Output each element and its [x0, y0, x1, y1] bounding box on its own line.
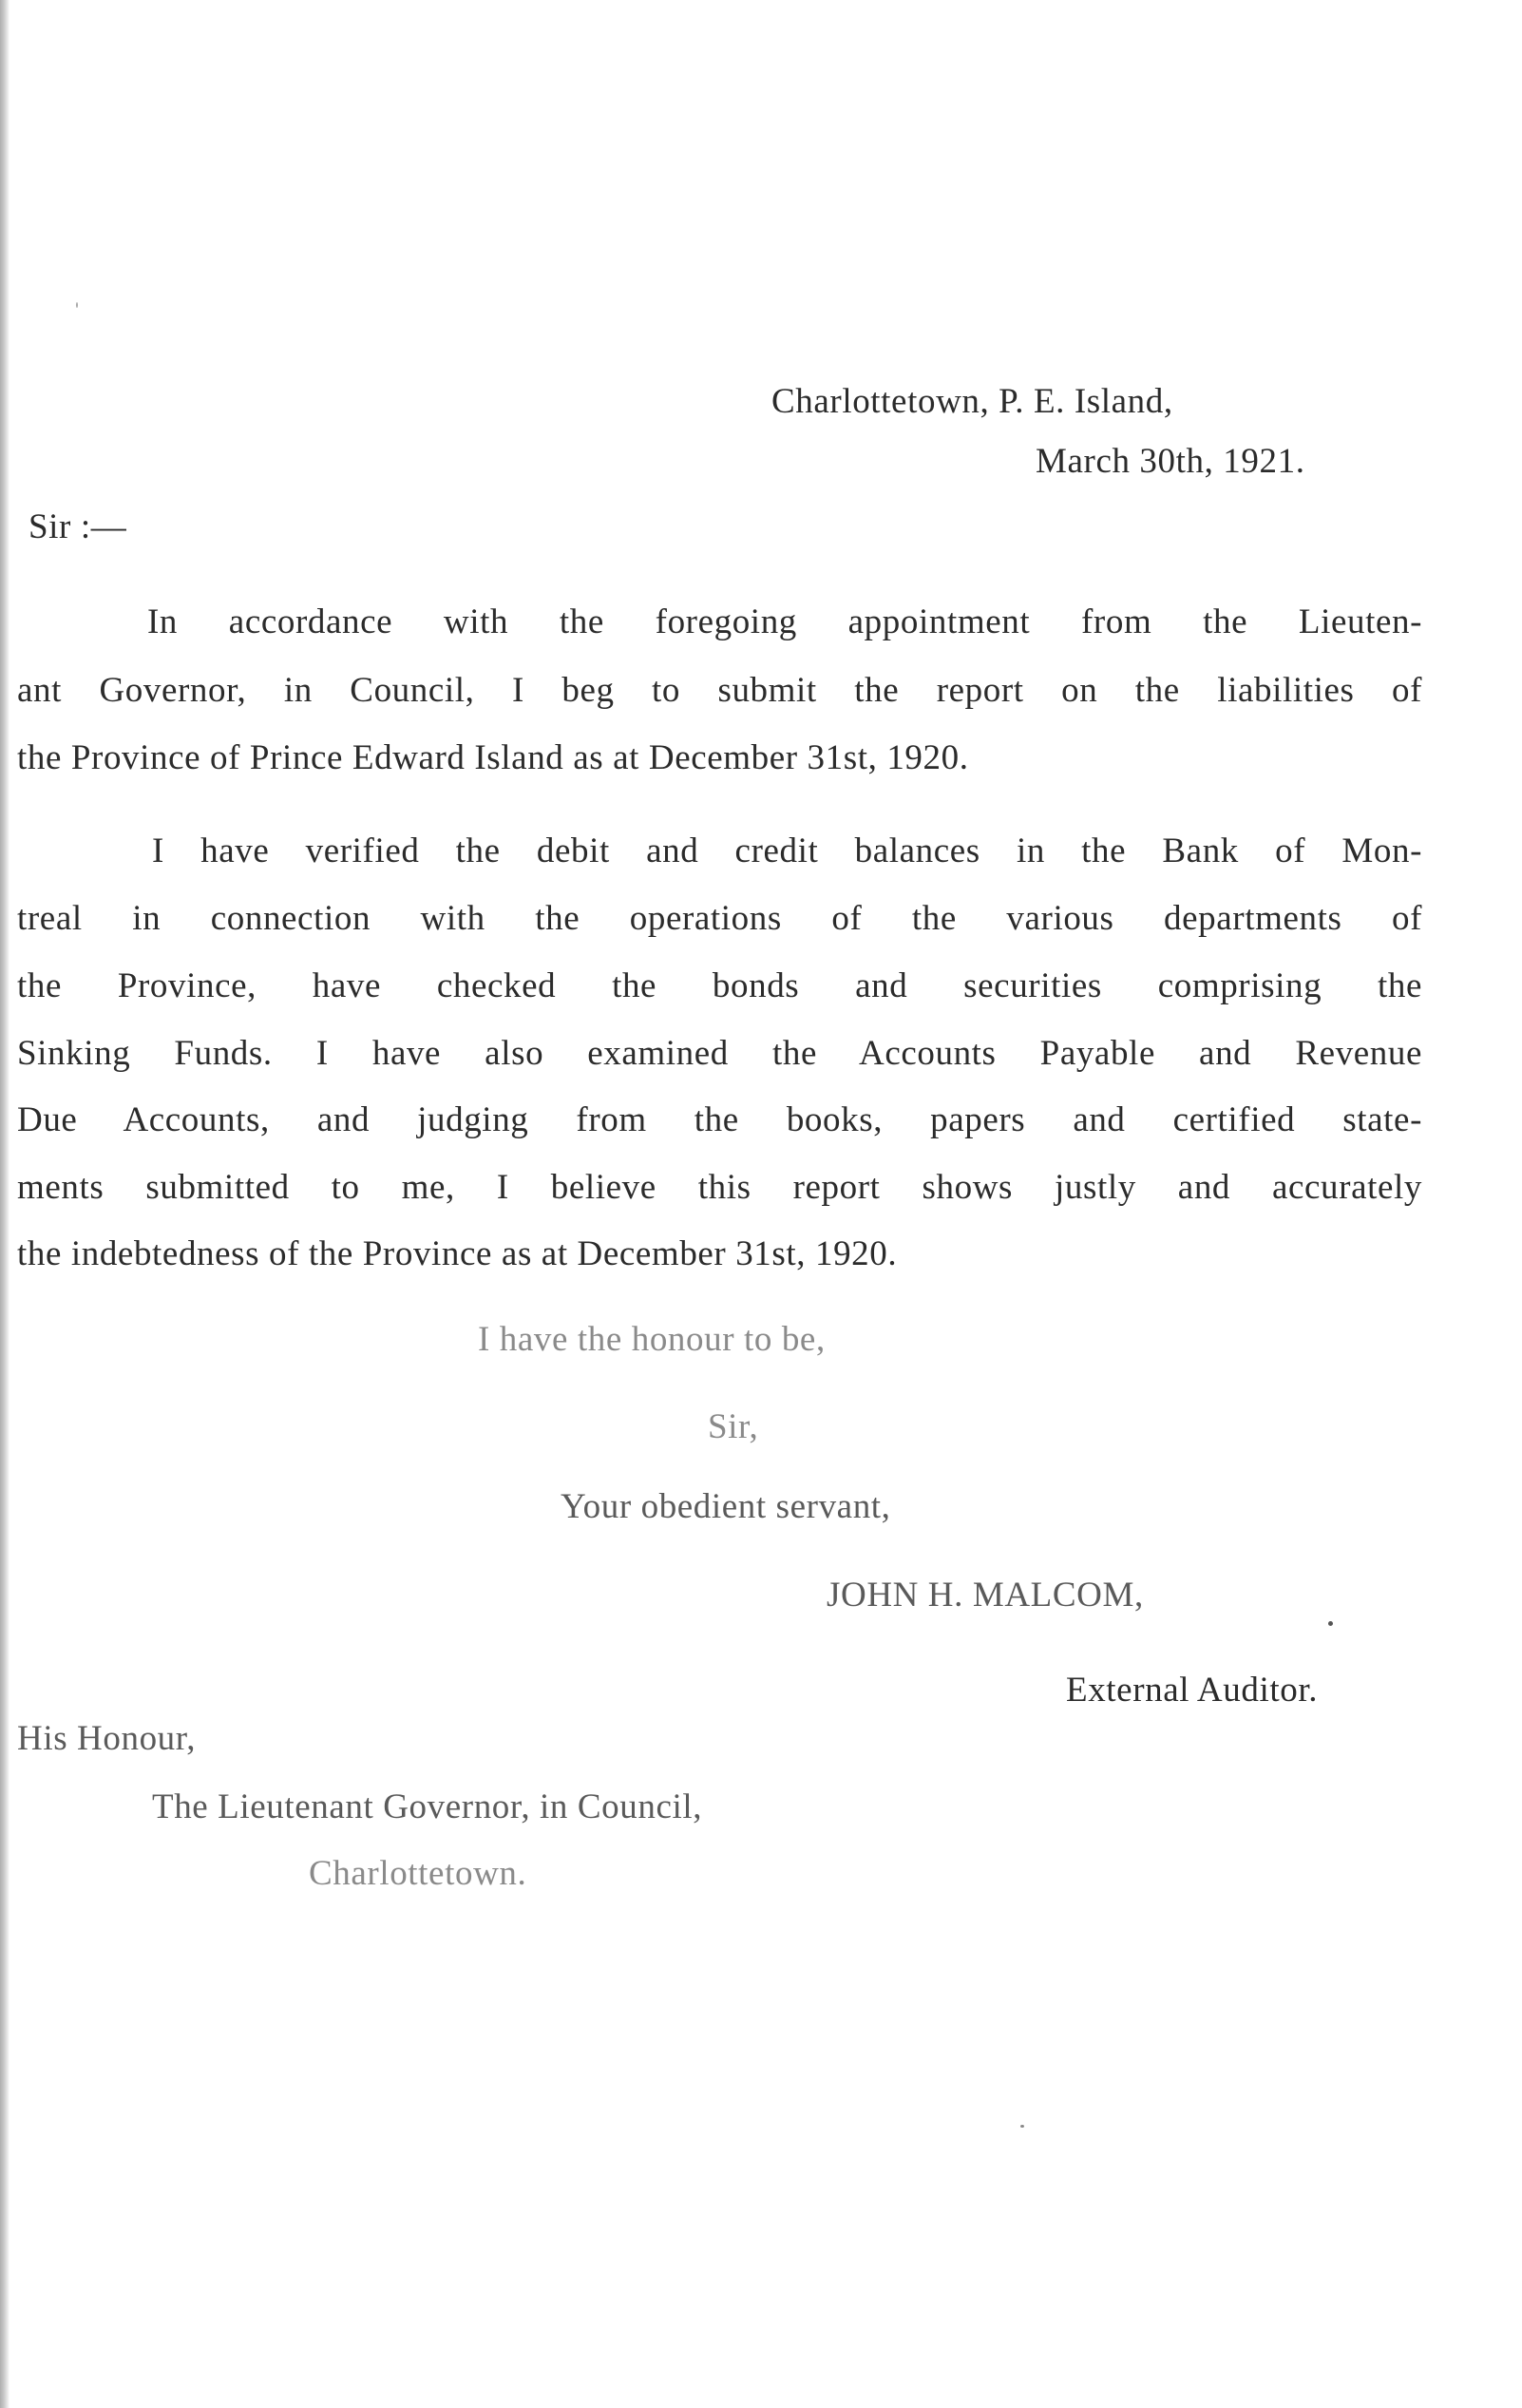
paragraph-2-line-1: I have verified the debit and credit balances in the Bank of Mon-: [152, 831, 1422, 870]
paragraph-1-line-1: In accordance with the foregoing appointment from the Lieuten-: [147, 602, 1422, 641]
closing-servant: Your obedient servant,: [561, 1487, 891, 1526]
paragraph-2-line-6: ments submitted to me, I believe this report shows justly and accurately: [17, 1168, 1422, 1207]
addressee-line-2: The Lieutenant Governor, in Council,: [152, 1787, 703, 1826]
paragraph-2-line-2: treal in connection with the operations of the various departments of: [17, 899, 1422, 938]
addressee-line-1: His Honour,: [17, 1719, 197, 1758]
letter-place: Charlottetown, P. E. Island,: [771, 382, 1173, 421]
scan-page-edge: [0, 0, 10, 2408]
signatory-name: JOHN H. MALCOM,: [827, 1576, 1144, 1615]
paragraph-1-line-2: ant Governor, in Council, I beg to submit the report on the liabilities of: [17, 671, 1422, 710]
paragraph-2-line-5: Due Accounts, and judging from the books, papers and certified state-: [17, 1100, 1422, 1139]
scan-speck: [76, 302, 78, 308]
letter-date: March 30th, 1921.: [1036, 442, 1305, 481]
paragraph-2-line-4: Sinking Funds. I have also examined the Accounts Payable and Revenue: [17, 1034, 1422, 1073]
paragraph-2-line-7: the indebtedness of the Province as at December 31st, 1920.: [17, 1234, 898, 1273]
paragraph-2-line-3: the Province, have checked the bonds and securities comprising the: [17, 966, 1422, 1005]
signatory-title: External Auditor.: [1066, 1671, 1319, 1710]
salutation: Sir :—: [29, 507, 127, 546]
closing-honour: I have the honour to be,: [478, 1320, 826, 1359]
addressee-line-3: Charlottetown.: [309, 1854, 527, 1893]
paragraph-1-line-3: the Province of Prince Edward Island as at December 31st, 1920.: [17, 738, 969, 777]
closing-sir: Sir,: [708, 1407, 759, 1446]
scan-speck: [1020, 2125, 1024, 2128]
scan-speck: [1328, 1621, 1333, 1626]
